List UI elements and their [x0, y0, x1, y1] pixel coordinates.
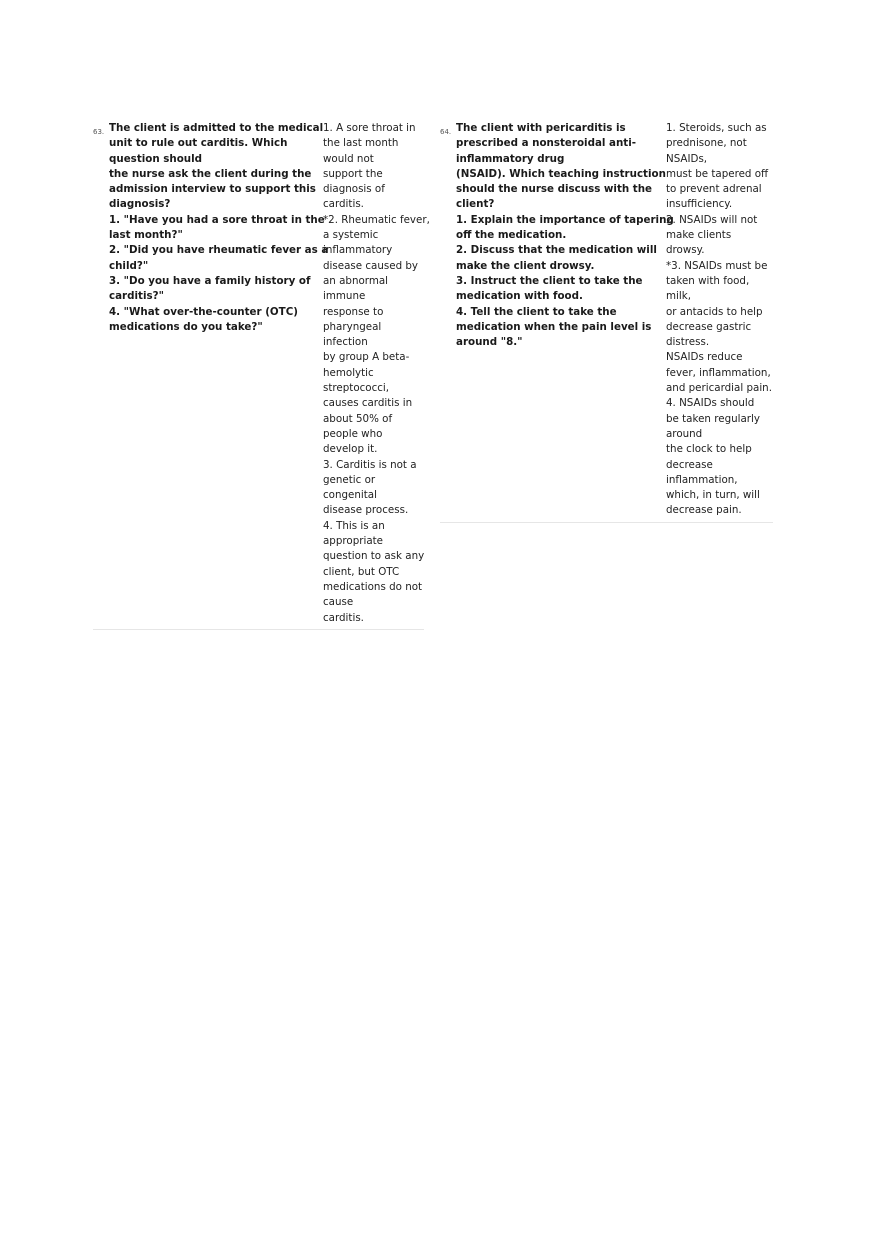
text-line: should the nurse discuss with the [456, 183, 653, 196]
text-line: the clock to help [666, 443, 752, 456]
text-line: 4. Tell the client to take the [456, 305, 617, 318]
text-line: make clients [666, 229, 732, 242]
text-line: decrease gastric [666, 320, 752, 333]
text-line: the nurse ask the client during the [109, 167, 312, 180]
text-line: question should [109, 152, 203, 165]
text-line: medication when the pain level is [456, 320, 652, 333]
text-line: a systemic [323, 229, 379, 242]
text-line: question to ask any [323, 550, 425, 563]
text-line: disease caused by [323, 259, 419, 272]
text-line: to prevent adrenal [666, 183, 762, 196]
text-line: 3. Instruct the client to take the [456, 274, 643, 287]
text-line: distress. [666, 336, 710, 349]
answer-rationale [666, 121, 773, 519]
text-line: streptococci, [323, 382, 390, 395]
text-line: inflammatory drug [456, 152, 565, 165]
divider [440, 522, 773, 523]
text-line: taken with food, [666, 274, 750, 287]
text-line: NSAIDs reduce [666, 351, 743, 364]
text-line: inflammation, [666, 473, 738, 486]
text-line: would not [323, 152, 374, 165]
text-line: client, but OTC [323, 565, 400, 578]
text-line: pharyngeal [323, 320, 382, 333]
text-line: 2. Discuss that the medication will [456, 244, 657, 257]
text-line: 1. A sore throat in [323, 122, 416, 134]
text-line: support the [323, 167, 383, 180]
text-line: 2. "Did you have rheumatic fever as a [109, 244, 329, 257]
text-line: inflammatory [323, 244, 393, 257]
text-line: carditis. [323, 611, 364, 624]
text-line: prednisone, not [666, 137, 747, 150]
text-line: insufficiency. [666, 198, 733, 211]
text-line: decrease pain. [666, 504, 742, 517]
text-line: hemolytic [323, 366, 374, 379]
text-line: unit to rule out carditis. Which [109, 137, 288, 150]
text-line: 3. Carditis is not a [323, 458, 417, 471]
text-line: diagnosis of [323, 183, 385, 196]
question-64-block [440, 121, 773, 523]
question-63-block [93, 121, 430, 630]
text-line: medications do you take?" [109, 320, 263, 333]
question-text [456, 121, 674, 350]
text-line: congenital [323, 489, 377, 502]
text-line: people who [323, 427, 383, 440]
text-line: around [666, 427, 703, 440]
text-line: the last month [323, 137, 399, 150]
question-number: 64. [440, 128, 452, 136]
text-line: (NSAID). Which teaching instruction [456, 167, 666, 180]
text-line: fever, inflammation, [666, 366, 771, 379]
text-line: response to [323, 305, 384, 318]
text-line: develop it. [323, 443, 378, 456]
text-line: prescribed a nonsteroidal anti- [456, 137, 637, 150]
text-line: medications do not [323, 580, 423, 593]
divider [93, 629, 424, 630]
text-line: decrease [666, 458, 713, 471]
text-line: 1. "Have you had a sore throat in the [109, 213, 325, 226]
text-line: diagnosis? [109, 198, 171, 211]
text-line: medication with food. [456, 290, 583, 303]
text-line: The client with pericarditis is [456, 122, 626, 134]
text-line: NSAIDs, [666, 152, 708, 165]
text-line: *2. Rheumatic fever, [323, 213, 430, 226]
text-line: milk, [666, 290, 691, 303]
text-line: about 50% of [323, 412, 393, 425]
text-line: disease process. [323, 504, 409, 517]
text-line: causes carditis in [323, 397, 413, 410]
text-line: child?" [109, 259, 149, 272]
text-line: last month?" [109, 229, 183, 242]
text-line: appropriate [323, 535, 384, 548]
text-line: carditis. [323, 198, 364, 211]
text-line: *3. NSAIDs must be [666, 259, 768, 272]
answer-rationale [323, 121, 430, 626]
text-line: infection [323, 336, 368, 349]
text-line: cause [323, 596, 354, 609]
text-line: and pericardial pain. [666, 382, 772, 395]
text-line: an abnormal [323, 274, 389, 287]
text-line: around "8." [456, 336, 523, 349]
text-line: genetic or [323, 473, 376, 486]
text-line: be taken regularly [666, 412, 760, 425]
text-line: The client is admitted to the medical [109, 122, 324, 134]
text-line: make the client drowsy. [456, 259, 595, 272]
text-line: 4. This is an [323, 519, 385, 532]
text-line: admission interview to support this [109, 183, 316, 196]
text-line: by group A beta- [323, 351, 410, 364]
text-line: 4. "What over-the-counter (OTC) [109, 305, 298, 318]
text-line: 3. "Do you have a family history of [109, 274, 311, 287]
text-line: drowsy. [666, 244, 705, 257]
text-line: or antacids to help [666, 305, 763, 318]
text-line: 2. NSAIDs will not [666, 213, 758, 226]
text-line: immune [323, 290, 366, 303]
text-line: which, in turn, will [666, 489, 760, 502]
text-line: 1. Explain the importance of tapering [456, 213, 674, 226]
text-line: carditis?" [109, 290, 164, 303]
text-line: client? [456, 198, 495, 211]
text-line: 1. Steroids, such as [666, 122, 767, 134]
question-text [109, 121, 329, 335]
text-line: off the medication. [456, 229, 567, 242]
question-number: 63. [93, 128, 105, 136]
text-line: 4. NSAIDs should [666, 397, 755, 410]
text-line: must be tapered off [666, 167, 769, 180]
